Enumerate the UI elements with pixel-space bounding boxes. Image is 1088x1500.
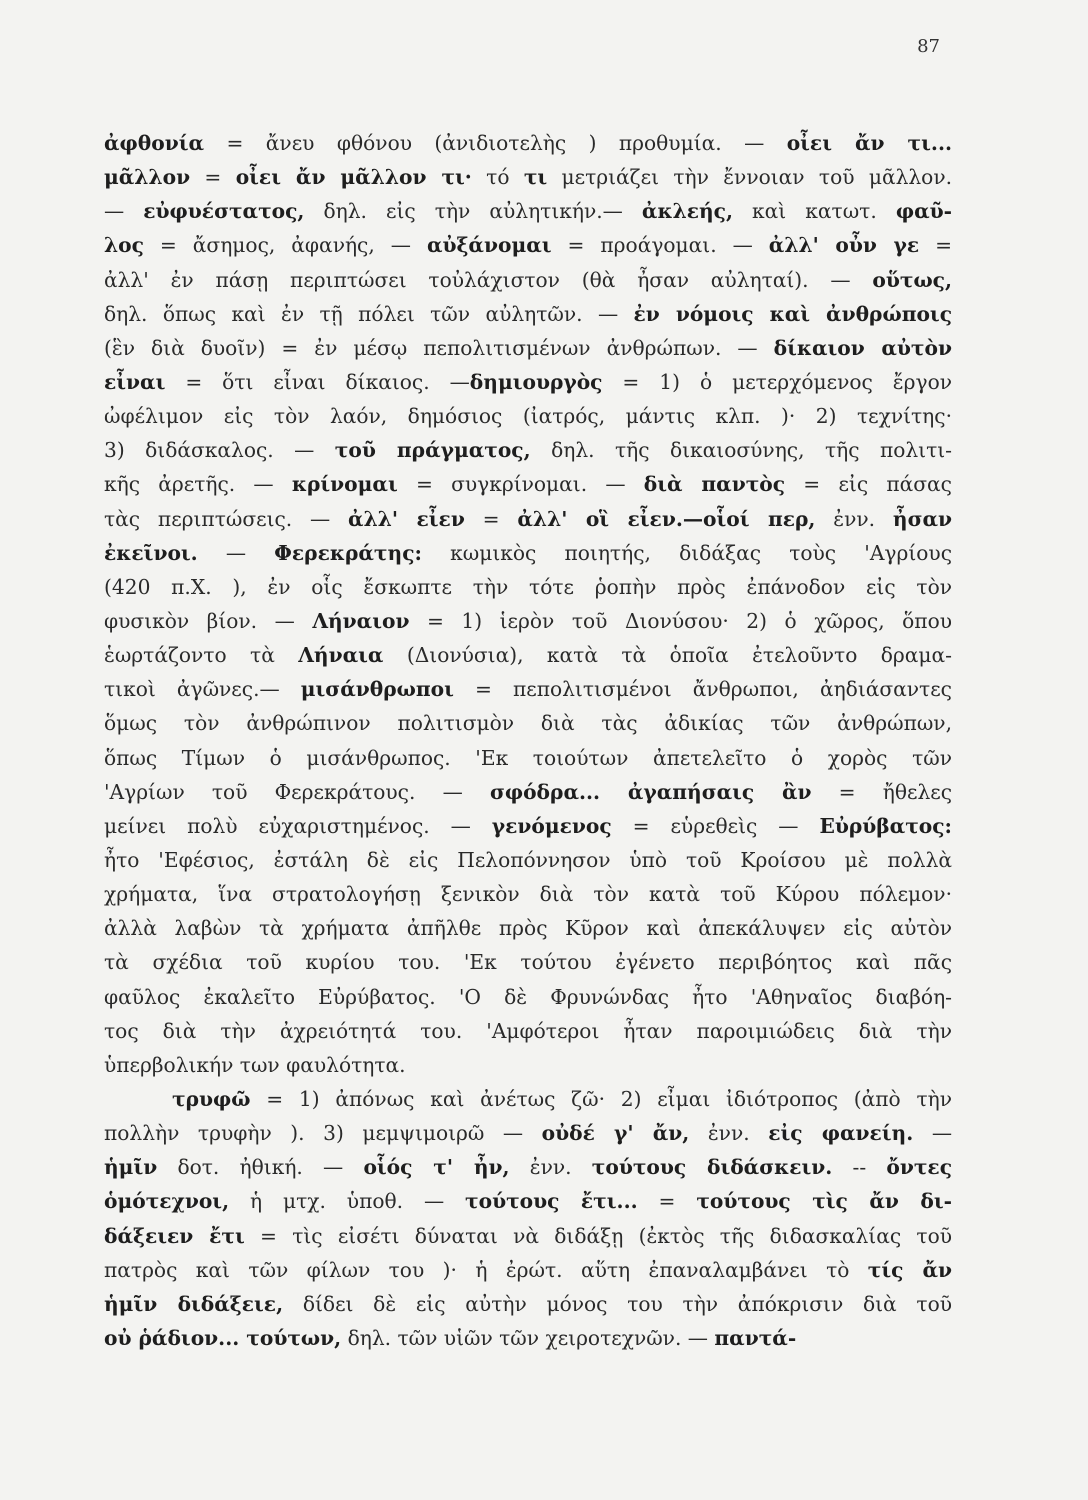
gloss-text: 'Αγρίων τοῦ Φερεκράτους. — [104,779,490,804]
lemma-term: ὄντες [886,1155,952,1180]
gloss-text: = ἄνευ φθόνου (ἀνιδιοτελὴς ) προθυμία. — [204,131,787,155]
gloss-text: ἐνν. [689,1121,769,1146]
lemma-term: δίκαιον αὐτὸν [773,335,952,360]
page-number: 87 [917,36,940,57]
text-line [104,706,952,740]
lemma-term: δάξειεν ἔτι [104,1223,245,1248]
text-line [104,570,952,604]
text-line [104,877,952,911]
gloss-text: δίδει δὲ εἰς αὐτὴν μόνος του τὴν ἀπόκρισιν διὰ τοῦ [283,1291,952,1316]
gloss-text: δηλ. τῆς δικαιοσύνης, τῆς πολιτι- [530,438,952,463]
lemma-term: τι [523,165,548,190]
text-line [104,194,952,228]
gloss-text: = [919,233,952,258]
lemma-term: σφόδρα... ἀγαπήσαις ἂν [489,779,812,804]
text-line [104,1048,952,1082]
lemma-term: τούτους διδάσκειν. [591,1155,833,1180]
lemma-term: τούτους τὶς ἄν δι- [696,1189,952,1214]
text-line [104,1014,952,1048]
lemma-term: τούτους ἔτι... [465,1189,638,1214]
gloss-text: = προάγομαι. — [551,233,769,258]
text-line [104,365,952,399]
gloss-text: τος διὰ τὴν ἀχρειότητά του. 'Αμφότεροι ἦταν παροιμιώδεις διὰ τὴν [104,1018,952,1043]
text-line [104,775,952,809]
text-line [104,843,952,877]
gloss-text: ἑωρτάζοντο τὰ [104,643,299,668]
lemma-term: Φερεκράτης: [274,540,422,565]
gloss-text: -- [832,1155,887,1180]
gloss-text: (ἓν διὰ δυοῖν) = ἐν μέσῳ πεπολιτισμένων ἀνθρώπων. — [104,335,774,360]
gloss-text: δηλ. ὅπως καὶ ἐν τῇ πόλει τῶν αὐλητῶν. — [104,301,634,326]
lemma-term: οὐδέ γ' ἄν, [541,1121,690,1146]
text-line [104,228,952,262]
lemma-term: μισάνθρωποι [300,677,454,702]
lemma-term: οἷός τ' ἦν, [363,1155,510,1180]
text-line [104,331,952,365]
gloss-text: 3) διδάσκαλος. — [104,438,335,463]
gloss-text: = πεπολιτισμένοι ἄνθρωποι, ἀηδιάσαντες [453,677,952,702]
text-line [104,945,952,979]
lemma-term: ἀλλ' εἶεν [348,506,465,531]
text-line [104,1184,952,1218]
gloss-text: μετριάζει τὴν ἔννοιαν τοῦ μᾶλλον. [547,165,952,190]
gloss-text: = 1) ἀπόνως καὶ ἀνέτως ζῶ· 2) εἶμαι ἰδιότροπος (ἀπὸ τὴν [250,1086,952,1111]
gloss-text: ὅμως τὸν ἀνθρώπινον πολιτισμὸν διὰ τὰς ἀδικίας τῶν ἀνθρώπων, [104,711,952,736]
gloss-text: κῆς ἀρετῆς. — [104,472,292,497]
lemma-term: ὁμότεχνοι, [104,1189,230,1214]
text-line [104,1253,952,1287]
gloss-text: ἦτο 'Εφέσιος, ἐστάλη δὲ εἰς Πελοπόννησον ὑπὸ τοῦ Κροίσου μὲ πολλὰ [104,847,952,872]
lemma-term: ἡμῖν [104,1155,158,1180]
lemma-term: ἀφθονία [104,131,205,155]
lemma-term: μᾶλλον [104,165,191,190]
lemma-term: εὐφυέστατος, [143,199,305,224]
gloss-text: τικοὶ ἀγῶνες.— [104,677,301,702]
text-line [104,638,952,672]
gloss-text: = ὅτι εἶναι δίκαιος. — [165,369,470,394]
text-line [104,1287,952,1321]
lemma-term: ἐκεῖνοι. [104,540,198,565]
text-line [104,1116,952,1150]
gloss-text: — [197,540,275,565]
gloss-text: ἐνν. [509,1155,592,1180]
text-line [104,911,952,945]
lemma-term: Λήναιον [312,608,410,633]
gloss-text: ἀλλὰ λαβὼν τὰ χρήματα ἀπῆλθε πρὸς Κῦρον καὶ ἀπεκάλυψεν εἰς αὐτὸν [104,916,952,941]
text-line [104,809,952,843]
gloss-text: πατρὸς καὶ τῶν φίλων του )· ἡ ἐρώτ. αὕτη ἐπαναλαμβάνει τὸ [104,1257,868,1282]
lemma-term: διὰ παντὸς [643,472,786,497]
lemma-term: οἶει ἄν μᾶλλον τι· [235,165,472,190]
lemma-term: τίς ἄν [867,1257,952,1282]
gloss-text: — [913,1121,952,1146]
gloss-text: κωμικὸς ποιητής, διδάξας τοὺς 'Αγρίους [421,540,952,565]
gloss-text: τὰ σχέδια τοῦ κυρίου του. 'Εκ τούτου ἐγένετο περιβόητος καὶ πᾶς [104,950,952,975]
text-line [104,672,952,706]
lemma-term: εἰς φανείη. [768,1121,914,1146]
lemma-term: ἀλλ' οὖν γε [768,233,920,258]
lemma-term: δημιουργὸς [469,369,603,394]
lemma-term: λος [104,233,144,258]
lemma-term: ἀκλεής, [641,199,733,224]
gloss-text: (420 π.Χ. ), ἐν οἷς ἔσκωπτε τὴν τότε ῥοπὴν πρὸς ἐπάνοδον εἰς τὸν [104,574,952,599]
lemma-term: φαῦ- [895,199,952,224]
lemma-term: παντά- [714,1325,797,1350]
lemma-term: κρίνομαι [291,472,398,497]
gloss-text: = [464,506,518,531]
lemma-term: οἶει ἄν τι... [786,131,952,155]
lemma-term: αὐξάνομαι [426,233,552,258]
gloss-text: μείνει πολὺ εὐχαριστημένος. — [104,813,492,838]
gloss-text: ἡ μτχ. ὑποθ. — [229,1189,466,1214]
text-line [104,980,952,1014]
gloss-text: δοτ. ἠθική. — [157,1155,364,1180]
gloss-text: χρήματα, ἵνα στρατολογήσῃ ξενικὸν διὰ τὸν κατὰ τοῦ Κύρου πόλεμον· [104,882,952,907]
text-line [104,604,952,638]
lemma-term: γενόμενος [491,813,612,838]
gloss-text: πολλὴν τρυφὴν ). 3) μεμψιμοιρῶ — [104,1121,542,1146]
gloss-text: ἀλλ' ἐν πάσῃ περιπτώσει τοὐλάχιστον (θὰ ἦσαν αὐληταί). — [104,267,873,292]
gloss-text: = 1) ἱερὸν τοῦ Διονύσου· 2) ὁ χῶρος, ὅπου [409,608,952,633]
lemma-term: οὐ ῥάδιον... τούτων, [104,1325,342,1350]
gloss-text: ἐνν. [815,506,893,531]
text-line [104,1219,952,1253]
text-line [104,297,952,331]
lemma-term: τρυφῶ [172,1086,251,1111]
text-line [104,467,952,501]
text-line [104,263,952,297]
gloss-text: ὑπερβολικήν των φαυλότητα. [104,1052,406,1077]
text-line [104,536,952,570]
lemma-term: Εὐρύβατος: [819,813,952,838]
gloss-text: = συγκρίνομαι. — [397,472,644,497]
gloss-text: = ἄσημος, ἀφανής, — [143,233,427,258]
gloss-text: = εὑρεθεὶς — [611,813,820,838]
lemma-term: οὕτως, [872,267,952,292]
text-line [104,433,952,467]
lemma-term: ἀλλ' οἳ εἶεν.—οἷοί περ, [517,506,816,531]
gloss-text: δηλ. τῶν υἱῶν τῶν χειροτεχνῶν. — [341,1325,715,1350]
lemma-term: ἐν νόμοις καὶ ἀνθρώποις [633,301,952,326]
lemma-term: Λήναια [298,643,384,668]
gloss-text: ὅπως Τίμων ὁ μισάνθρωπος. 'Εκ τοιούτων ἀπετελεῖτο ὁ χορὸς τῶν [104,745,952,770]
gloss-text: (Διονύσια), κατὰ τὰ ὁποῖα ἐτελοῦντο δραμα- [383,643,952,668]
gloss-text: = [637,1189,697,1214]
gloss-text: ὠφέλιμον εἰς τὸν λαόν, δημόσιος (ἰατρός, μάντις κλπ. )· 2) τεχνίτης· [104,404,952,429]
text-line [104,1150,952,1184]
text-line [104,126,952,160]
gloss-text: = ἤθελες [811,779,952,804]
gloss-text: τό [471,165,524,190]
text-line [104,399,952,433]
lemma-term: ἡμῖν διδάξειε, [104,1291,284,1316]
gloss-text: τὰς περιπτώσεις. — [104,506,349,531]
text-line [104,160,952,194]
commentary-text [104,126,952,1355]
text-line [104,1321,952,1355]
gloss-text: — [104,199,144,224]
gloss-text: = τὶς εἰσέτι δύναται νὰ διδάξῃ (ἐκτὸς τῆς διδασκαλίας τοῦ [244,1223,952,1248]
text-line [104,741,952,775]
lemma-term: τοῦ πράγματος, [334,438,531,463]
gloss-text: = εἰς πάσας [785,472,952,497]
gloss-text: = 1) ὁ μετερχόμενος ἔργον [602,369,952,394]
gloss-text: = [190,165,236,190]
text-line [104,502,952,536]
text-line [104,1082,952,1116]
gloss-text: καὶ κατωτ. [733,199,896,224]
gloss-text: δηλ. εἰς τὴν αὐλητικήν.— [304,199,642,224]
lemma-term: εἶναι [104,369,166,394]
gloss-text: φαῦλος ἐκαλεῖτο Εὐρύβατος. 'Ο δὲ Φρυνώνδας ἦτο 'Αθηναῖος διαβόη- [104,984,952,1009]
lemma-term: ἦσαν [892,506,952,531]
gloss-text: φυσικὸν βίον. — [104,608,313,633]
